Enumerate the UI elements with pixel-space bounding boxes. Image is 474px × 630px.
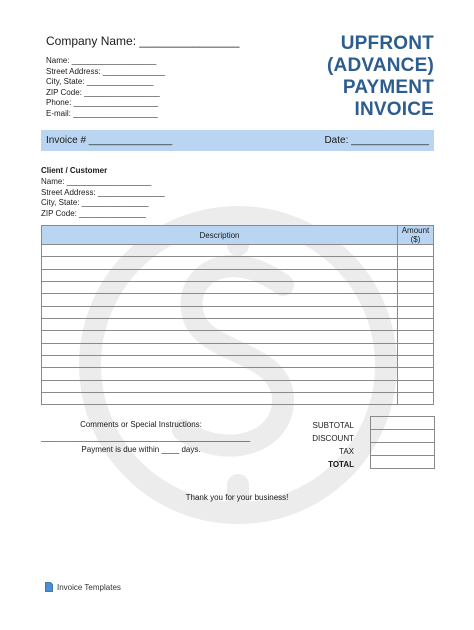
client-street-field: Street Address: _______________ xyxy=(41,187,165,197)
amount-cell[interactable] xyxy=(398,306,434,318)
description-cell[interactable] xyxy=(42,368,398,380)
title-line: PAYMENT xyxy=(342,77,434,98)
amount-cell[interactable] xyxy=(398,257,434,269)
company-name-field: Company Name: _______________ xyxy=(46,34,240,48)
discount-label: DISCOUNT xyxy=(312,434,354,443)
invoice-date-field[interactable]: Date: ______________ xyxy=(324,135,429,146)
invoice-number-field[interactable]: Invoice # _______________ xyxy=(46,135,173,146)
table-row xyxy=(42,356,434,368)
sender-phone-field: Phone: ___________________ xyxy=(46,98,159,108)
description-cell[interactable] xyxy=(42,257,398,269)
table-row xyxy=(42,306,434,318)
total-box[interactable] xyxy=(370,455,435,469)
client-name-field: Name: ___________________ xyxy=(41,177,152,186)
amount-cell[interactable] xyxy=(398,393,434,405)
comments-section xyxy=(41,419,251,457)
amount-cell[interactable] xyxy=(398,245,434,257)
table-row xyxy=(42,331,434,343)
description-header: Description xyxy=(42,226,398,245)
amount-cell[interactable] xyxy=(398,269,434,281)
description-cell[interactable] xyxy=(42,356,398,368)
tax-box[interactable] xyxy=(370,442,435,456)
description-cell[interactable] xyxy=(42,319,398,331)
invoice-title xyxy=(327,33,434,121)
description-cell[interactable] xyxy=(42,331,398,343)
description-cell[interactable] xyxy=(42,245,398,257)
discount-box[interactable] xyxy=(370,429,435,443)
description-cell[interactable] xyxy=(42,269,398,281)
footer-brand xyxy=(45,582,121,592)
subtotal-box[interactable] xyxy=(370,416,435,430)
table-row xyxy=(42,368,434,380)
title-line: UPFRONT xyxy=(340,33,434,54)
sender-city-field: City, State: _______________ xyxy=(46,77,154,87)
table-row xyxy=(42,257,434,269)
amount-cell[interactable] xyxy=(398,294,434,306)
title-line: (ADVANCE) xyxy=(327,55,434,76)
description-cell[interactable] xyxy=(42,306,398,318)
sender-email-field: E-mail: ___________________ xyxy=(46,108,158,118)
table-row xyxy=(42,319,434,331)
document-icon xyxy=(45,582,53,592)
sender-zip-field: ZIP Code: _________________ xyxy=(46,87,160,97)
sender-street-field: Street Address: ______________ xyxy=(46,66,166,76)
footer-brand-label: Invoice Templates xyxy=(57,582,121,592)
table-row xyxy=(42,245,434,257)
description-cell[interactable] xyxy=(42,393,398,405)
table-row xyxy=(42,294,434,306)
amount-cell[interactable] xyxy=(398,282,434,294)
client-details xyxy=(41,177,165,220)
client-heading: Client / Customer xyxy=(41,166,108,175)
comments-line[interactable]: _______________________________________________ xyxy=(41,432,251,442)
description-cell[interactable] xyxy=(42,282,398,294)
amount-cell[interactable] xyxy=(398,368,434,380)
table-row xyxy=(42,380,434,392)
comments-label: Comments or Special Instructions: xyxy=(80,420,202,429)
thank-you-note: Thank you for your business! xyxy=(185,493,289,502)
invoice-bar xyxy=(41,130,434,151)
amount-header: Amount ($) xyxy=(398,226,434,245)
amount-cell[interactable] xyxy=(398,331,434,343)
tax-label: TAX xyxy=(339,447,354,456)
totals-boxes xyxy=(370,417,435,469)
amount-cell[interactable] xyxy=(398,356,434,368)
table-row xyxy=(42,343,434,355)
total-label: TOTAL xyxy=(328,460,354,469)
description-cell[interactable] xyxy=(42,343,398,355)
client-city-field: City, State: _______________ xyxy=(41,198,149,208)
client-zip-field: ZIP Code: _______________ xyxy=(41,209,146,219)
table-row xyxy=(42,393,434,405)
table-header-row xyxy=(42,226,434,245)
table-row xyxy=(42,282,434,294)
sender-details xyxy=(46,56,165,120)
table-body xyxy=(42,245,434,405)
line-items-table xyxy=(41,225,434,405)
sender-name-field: Name: ___________________ xyxy=(46,56,157,65)
amount-cell[interactable] xyxy=(398,319,434,331)
amount-cell[interactable] xyxy=(398,380,434,392)
subtotal-label: SUBTOTAL xyxy=(312,421,354,430)
totals-labels xyxy=(290,419,354,471)
description-cell[interactable] xyxy=(42,380,398,392)
description-cell[interactable] xyxy=(42,294,398,306)
table-row xyxy=(42,269,434,281)
payment-terms: Payment is due within ____ days. xyxy=(81,445,201,454)
title-line: INVOICE xyxy=(354,99,434,120)
amount-cell[interactable] xyxy=(398,343,434,355)
